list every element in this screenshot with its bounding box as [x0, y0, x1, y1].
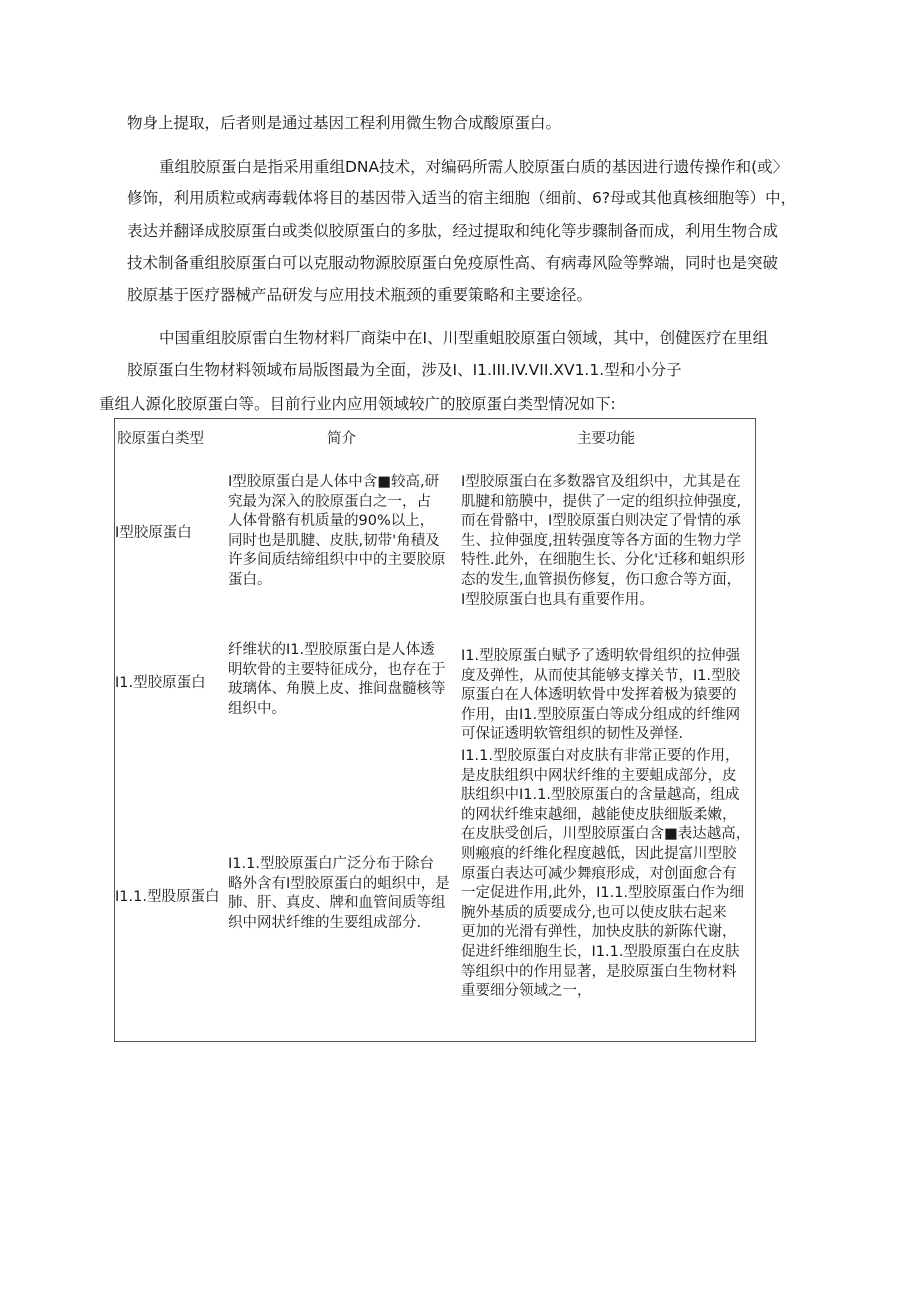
collagen-types-table: [114, 418, 756, 1042]
cell-line: I型胶原蛋白也具有重要作用。: [461, 591, 654, 608]
cell-line: 肺、肝、真皮、牌和血管间质等组: [228, 895, 446, 912]
cell-line: 纤维状的I1.型胶原蛋白是人体透: [228, 642, 435, 658]
table-cell-intro: [228, 641, 460, 719]
cell-line: I1.1.型胶原蛋白广泛分布于除台: [228, 856, 434, 872]
cell-line: 组织中。: [228, 700, 286, 717]
cell-line: 原蛋白在人体透明软骨中发挥着极为猿要的: [461, 687, 737, 704]
cell-line: 作用，由I1.型胶原蛋白等成分组成的纤维网: [461, 706, 741, 723]
table-cell-type: I1.1.型股原蛋白: [115, 889, 220, 905]
cell-line: 促进纤维细胞生长，I1.1.型股原蛋白在皮肤: [461, 943, 740, 960]
table-header-intro: 简介: [327, 431, 356, 447]
cell-line: 更加的光滑有弹性，加快皮肤的新陈代谢，: [461, 924, 737, 941]
cell-line: 肌腱和筋膜中，提供了一定的组织拉伸强度,: [461, 493, 742, 510]
table-cell-type: I型胶原蛋白: [115, 525, 192, 541]
cell-line: I1.1.型胶原蛋白对皮肤有非常正要的作用，: [461, 748, 740, 764]
para-line: 物身上提取，后者则是通过基因工程利用微生物合成酸原蛋白。: [127, 114, 562, 132]
cell-line: 态的发生,血管损伤修复，伤口愈合等方面，: [461, 571, 742, 588]
cell-line: 原蛋白表达可减少舞痕形成，对创面愈合有: [461, 865, 737, 882]
cell-line: 生、拉伸强度,扭转强度等各方面的生物力学: [461, 532, 742, 549]
cell-line: I型胶原蛋白在多数器官及组织中，尤其是在: [461, 474, 741, 490]
cell-line: 可保证透明软管组织的韧性及弹怪.: [461, 726, 684, 743]
cell-line: 同时也是肌腱、皮肤,韧带'角積及: [228, 532, 440, 549]
para-line: 技术制备重组胶原蛋白可以克服动物源胶原蛋白免疫原性高、有病毒风险等弊端，同时也是突破: [127, 254, 779, 272]
para-line: 重组人源化胶原蛋白等。目前行业内应用领域较广的胶原蛋白类型情况如下:: [99, 395, 616, 413]
table-header-function: 主要功能: [577, 431, 635, 447]
cell-line: I型胶原蛋白是人体中含■较高,研: [228, 474, 440, 490]
cell-line: 则瘢痕的纤维化程度越低，因此提富川型胶: [461, 845, 737, 862]
table-header-type: 胶原蛋白类型: [117, 431, 204, 447]
cell-line: 重要细分领域之一，: [461, 983, 592, 1000]
table-cell-function: [461, 747, 755, 1002]
cell-line: 玻璃体、角膜上皮、推间盘髓核等: [228, 681, 446, 698]
cell-line: 在皮肤受创后，川型胶原蛋白含■表达越高，: [461, 826, 751, 843]
cell-line: 而在骨骼中，I型胶原蛋白则决定了骨情的承: [461, 513, 741, 530]
cell-line: 明软骨的主要特征成分，也存在于: [228, 661, 446, 678]
cell-line: 织中网状纤维的生要组成部分.: [228, 914, 422, 931]
cell-line: 蛋白。: [228, 571, 272, 588]
para-line: 胶原蛋白生物材料领域布局版图最为全面，涉及I、I1.III.IV.VII.XV1.1.型和小分子: [127, 361, 682, 379]
table-cell-intro: [228, 473, 460, 591]
para-line: 表达并翻译成胶原蛋白或类似胶原蛋白的多肽，经过提取和纯化等步骤制备而成，利用生物合成: [127, 222, 779, 240]
cell-line: 是皮肤组织中网状纤维的主要蛆成部分，皮: [461, 767, 737, 784]
cell-line: 的网状纤维束越细，越能使皮肤细版柔嫩，: [461, 806, 737, 823]
cell-line: 一定促进作用,此外，I1.1.型胶原蛋白作为细: [461, 885, 745, 902]
table-cell-function: [461, 473, 755, 610]
cell-line: 肤组织中I1.1.型胶原蛋白的含量越高，组成: [461, 787, 740, 804]
cell-line: I1.型胶原蛋白赋予了透明软骨组织的拉伸强: [461, 648, 741, 664]
table-cell-function: [461, 647, 755, 745]
cell-line: 人体骨骼有机质量的90%以上，: [228, 513, 435, 530]
para-line: 中国重组胶原雷白生物材料厂商柒中在I、川型重蛆胶原蛋白领域，其中，创健医疗在里组: [159, 329, 769, 347]
cell-line: 腕外基质的质要成分,也可以使皮肤右起来: [461, 904, 727, 921]
cell-line: 究最为深入的胶原蛋白之一，占: [228, 493, 431, 510]
table-cell-type: I1.型胶原蛋白: [115, 675, 206, 691]
para-line: 重组胶原蛋白是指采用重组DNA技术，对编码所需人胶原蛋白质的基因进行遗传操作和(或〉: [159, 158, 789, 176]
cell-line: 等组织中的作用显著，是胶原蛋白生物材料: [461, 963, 737, 980]
table-cell-intro: [228, 855, 460, 933]
cell-line: 度及弹性，从而使其能够支撑关节，I1.型胶: [461, 667, 741, 684]
cell-line: 许多间质结缔组织中中的主要胶原: [228, 552, 446, 569]
para-line: 胶原基于医疗器械产品研发与应用技术瓶颈的重要策略和主要途径。: [127, 286, 593, 304]
para-line: 修饰，利用质粒或病毒载体将目的基因带入适当的宿主细胞（细前、6?母或其他真核细胞等）中，: [127, 189, 797, 207]
cell-line: 特性.此外，在细胞生长、分化'迁移和蛆织形: [461, 552, 746, 569]
cell-line: 略外含有I型胶原蛋白的蛆织中，是: [228, 875, 450, 892]
